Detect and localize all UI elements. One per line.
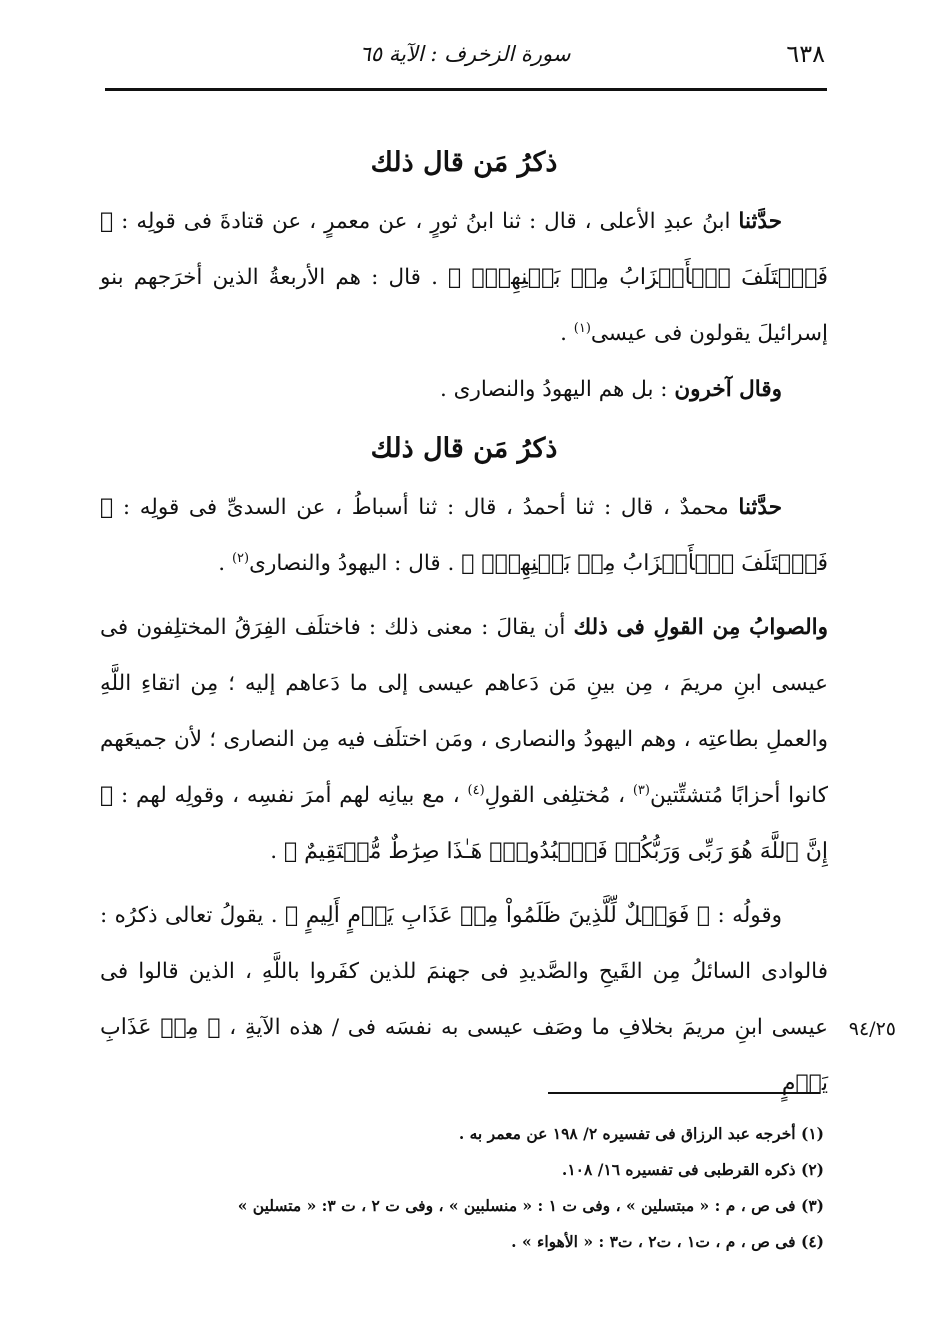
footnote-rule: [548, 1092, 820, 1094]
paragraph-4: [100, 600, 828, 880]
paragraph-lead: والصوابُ مِن القولِ فى ذلك: [573, 615, 829, 640]
paragraph-end: .: [560, 321, 574, 346]
quran-quote: ﴿ فَوَيۡلٌ لِّلَّذِينَ ظَلَمُواْ مِنۡ عَذَابِ يَوۡمٍ أَلِيمٍ ﴾: [284, 903, 711, 928]
paragraph-text: . قال : اليهودُ والنصارى: [249, 551, 462, 576]
paragraph-text: . يقولُ تعالى ذكرُه : فالوادى السائلُ مِن القَيحِ والصَّديدِ فى جهنمَ للذين كفَروا باللَّهِ ، الذين قالوا فى عيسى ابنِ مريمَ بخلافِ ما وصَف عيسى به نفسَه فى / هذه الآيةِ ،: [100, 903, 828, 1040]
footnote-marker-1[interactable]: (١): [573, 320, 591, 336]
spacer: [100, 880, 828, 888]
paragraph-text: ابنُ عبدِ الأعلى ، قال : ثنا ابنُ ثورٍ ، عن معمرٍ ، عن قتادةَ فى قولِه :: [113, 209, 739, 234]
paragraph-text: : بل هم اليهودُ والنصارى .: [439, 377, 675, 402]
footnote-marker-4[interactable]: (٤): [467, 782, 485, 798]
quran-quote: ﴿ مِنۡ عَذَابِ يَوۡمٍ: [100, 1015, 828, 1096]
footnote-marker-2[interactable]: (٢): [231, 550, 250, 566]
footnote-1: (١) أخرجه عبد الرزاق فى تفسيره ٢/ ١٩٨ عن معمر به .: [458, 1124, 824, 1143]
marginal-reference: ٩٤/٢٥: [848, 1018, 896, 1040]
footnote-3: (٣) فى ص ، م : « مبتسلين » ، وفى ت ١ : « منسلبين » ، وفى ت ٢ ، ت ٣: « متسلين »: [237, 1196, 824, 1215]
paragraph-text: ، مُختلِفى القولِ: [484, 783, 633, 808]
paragraph-text: . قال : هم الأربعةُ الذين أخرَجهم بنو إسرائيلَ يقولون فى عيسى: [100, 265, 828, 346]
footnote-4: (٤) فى ص ، م ، ت١ ، ت٢ ، ت٣ : « الأهواء » .: [511, 1232, 824, 1251]
main-text: [100, 132, 828, 1112]
page-number: ٦٣٨: [786, 40, 825, 68]
footnote-2: (٢) ذكره القرطبى فى تفسيره ١٦/ ١٠٨.: [561, 1160, 824, 1179]
spacer: [100, 592, 828, 600]
paragraph-text: ، مع بيانِه لهم أمرَ نفسِه ، وقولِه لهم :: [113, 783, 468, 808]
paragraph-text: أن يقالَ : معنى ذلك : فاختلَف الفِرَقُ المختلِفون فى عيسى ابنِ مريمَ ، مِن بينِ مَن دَعاهم عيسى إلى ما دَعاهم إليه ؛ مِن اتقاءِ اللَّهِ والعملِ بطاعتِه ، وهم اليهودُ والنصارى ، ومَن اختلَف فيه مِن النصارى ؛ لأن جميعَهم كانوا أحزابًا مُتشتِّتين: [100, 615, 828, 808]
isnad-lead: حدَّثنا: [738, 209, 782, 234]
paragraph-end: .: [270, 839, 284, 864]
quran-quote: ﴿ فَٱخۡتَلَفَ ٱلۡأَحۡزَابُ مِنۢ بَيۡنِهِمۡۖ ﴾: [100, 209, 828, 290]
paragraph-5: [100, 888, 828, 1112]
isnad-lead: حدَّثنا: [738, 495, 782, 520]
quran-quote: ﴿ إِنَّ ٱللَّهَ هُوَ رَبِّى وَرَبُّكُمۡ فَٱعۡبُدُوهُۚ هَـٰذَا صِرَٰطٌ مُّسۡتَقِيمٌ ﴾: [100, 783, 828, 864]
paragraph-lead: وقال آخرون: [674, 377, 782, 402]
page-header: [105, 38, 825, 78]
section-heading-1: ذكرُ مَن قال ذلك: [370, 147, 558, 178]
running-title: سورة الزخرف : الآية ٦٥: [359, 42, 571, 66]
header-rule: [105, 88, 827, 91]
footnote-marker-3[interactable]: (٣): [632, 782, 650, 798]
paragraph-3: [100, 480, 828, 592]
quran-quote: ﴿ فَٱخۡتَلَفَ ٱلۡأَحۡزَابُ مِنۢ بَيۡنِهِمۡۖ ﴾: [100, 495, 828, 576]
paragraph-end: .: [218, 551, 232, 576]
section-heading-2: ذكرُ مَن قال ذلك: [370, 433, 558, 464]
paragraph-2: [100, 362, 828, 418]
paragraph-text: وقولُه :: [710, 903, 783, 928]
footnotes: [200, 1116, 824, 1260]
paragraph-text: محمدٌ ، قال : ثنا أحمدُ ، قال : ثنا أسباطُ ، عن السدىِّ فى قولِه :: [113, 495, 739, 520]
paragraph-1: [100, 194, 828, 362]
